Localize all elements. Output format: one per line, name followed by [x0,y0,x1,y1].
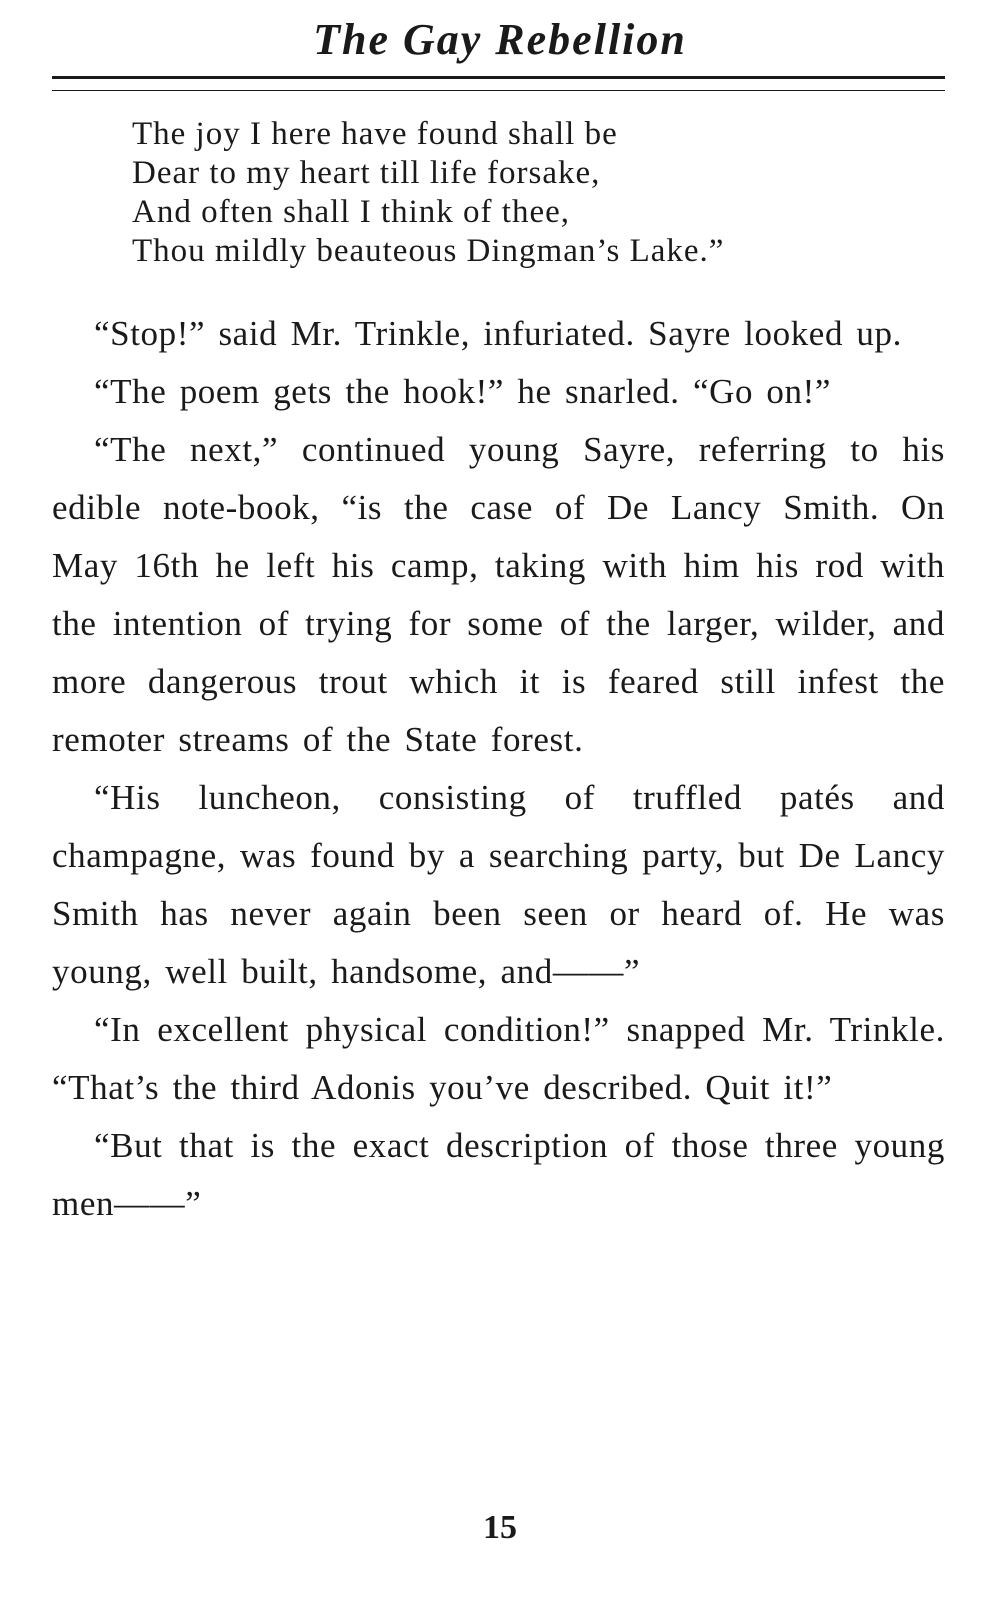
page-number: 15 [483,1509,517,1546]
paragraph: “The next,” continued young Sayre, referring to his edible note-book, “is the case of De Lancy Smith. On May 16th he left his camp, taking with him his rod with the intention of trying for some of the larger, wilder, and more dangerous trout which it is feared still infest the remoter streams of the State forest. [52,430,945,759]
header-rule-thin [52,90,945,91]
verse-line: And often shall I think of thee, [132,194,570,230]
verse-line: Thou mildly beauteous Dingman’s Lake.” [132,233,725,269]
verse-line: The joy I here have found shall be [132,116,618,152]
running-head: The Gay Rebellion [313,15,687,64]
paragraph: “His luncheon, consisting of truffled patés and champagne, was found by a searching party, but De Lancy Smith has never again been seen or heard of. He was young, well built, handsome, and——” [52,778,945,991]
paragraph: “The poem gets the hook!” he snarled. “Go on!” [94,372,831,411]
paragraph: “In excellent physical condition!” snapped Mr. Trinkle. “That’s the third Adonis you’ve described. Quit it!” [52,1010,945,1107]
header-rule-thick [52,76,945,79]
paragraph: “But that is the exact description of those three young men——” [52,1126,945,1223]
verse-line: Dear to my heart till life forsake, [132,155,601,191]
verse-stanza [132,115,912,271]
body-text [52,305,945,1233]
paragraph: “Stop!” said Mr. Trinkle, infuriated. Sayre looked up. [94,314,902,353]
